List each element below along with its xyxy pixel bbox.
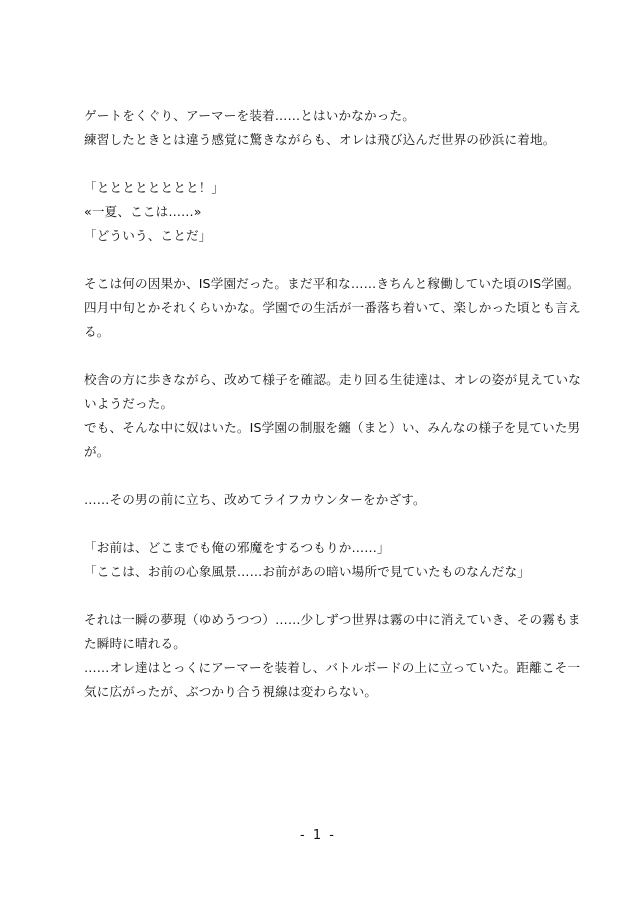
text-line: ……オレ達はとっくにアーマーを装着し、バトルボードの上に立っていた。距離こそ一: [84, 660, 581, 675]
text-line: いようだった。: [84, 396, 174, 411]
text-line: 練習したときとは違う感覚に驚きながらも、オレは飛び込んだ世界の砂浜に着地。: [84, 132, 556, 147]
body-text: [84, 104, 582, 704]
text-line: ……その男の前に立ち、改めてライフカウンターをかざす。: [84, 492, 426, 507]
text-line: 「どういう、ことだ」: [84, 228, 212, 243]
text-line: それは一瞬の夢現（ゆめうつつ）……少しずつ世界は霧の中に消えていき、その霧もま: [84, 612, 581, 627]
page-number: - 1 -: [300, 828, 336, 843]
text-line: る。: [84, 324, 110, 339]
text-line: た瞬時に晴れる。: [84, 636, 186, 651]
text-line: «一夏、ここは……»: [84, 204, 202, 219]
text-line: そこは何の因果か、IS学園だった。まだ平和な……きちんと稼働していた頃のIS学園。: [84, 276, 580, 291]
blank-line: [84, 584, 564, 608]
text-line: 気に広がったが、ぶつかり合う視線は変わらない。: [84, 684, 378, 699]
text-line: でも、そんな中に奴はいた。IS学園の制服を纏（まと）い、みんなの様子を見ていた男: [84, 420, 581, 435]
blank-line: [84, 248, 564, 272]
text-line: 「お前は、どこまでも俺の邪魔をするつもりか……」: [84, 540, 390, 555]
text-line: ゲートをくぐり、アーマーを装着……とはいかなかった。: [84, 108, 415, 123]
blank-line: [84, 152, 564, 176]
blank-line: [84, 464, 564, 488]
blank-line: [84, 344, 564, 368]
text-line: 四月中旬とかそれくらいかな。学園での生活が一番落ち着いて、楽しかった頃とも言え: [84, 300, 581, 315]
text-line: 校舎の方に歩きながら、改めて様子を確認。走り回る生徒達は、オレの姿が見えていな: [84, 372, 582, 387]
text-line: 「とととととととと！」: [84, 180, 225, 195]
blank-line: [84, 512, 564, 536]
text-line: 「ここは、お前の心象風景……お前があの暗い場所で見ていたものなんだな」: [84, 564, 531, 579]
text-line: が。: [84, 444, 110, 459]
